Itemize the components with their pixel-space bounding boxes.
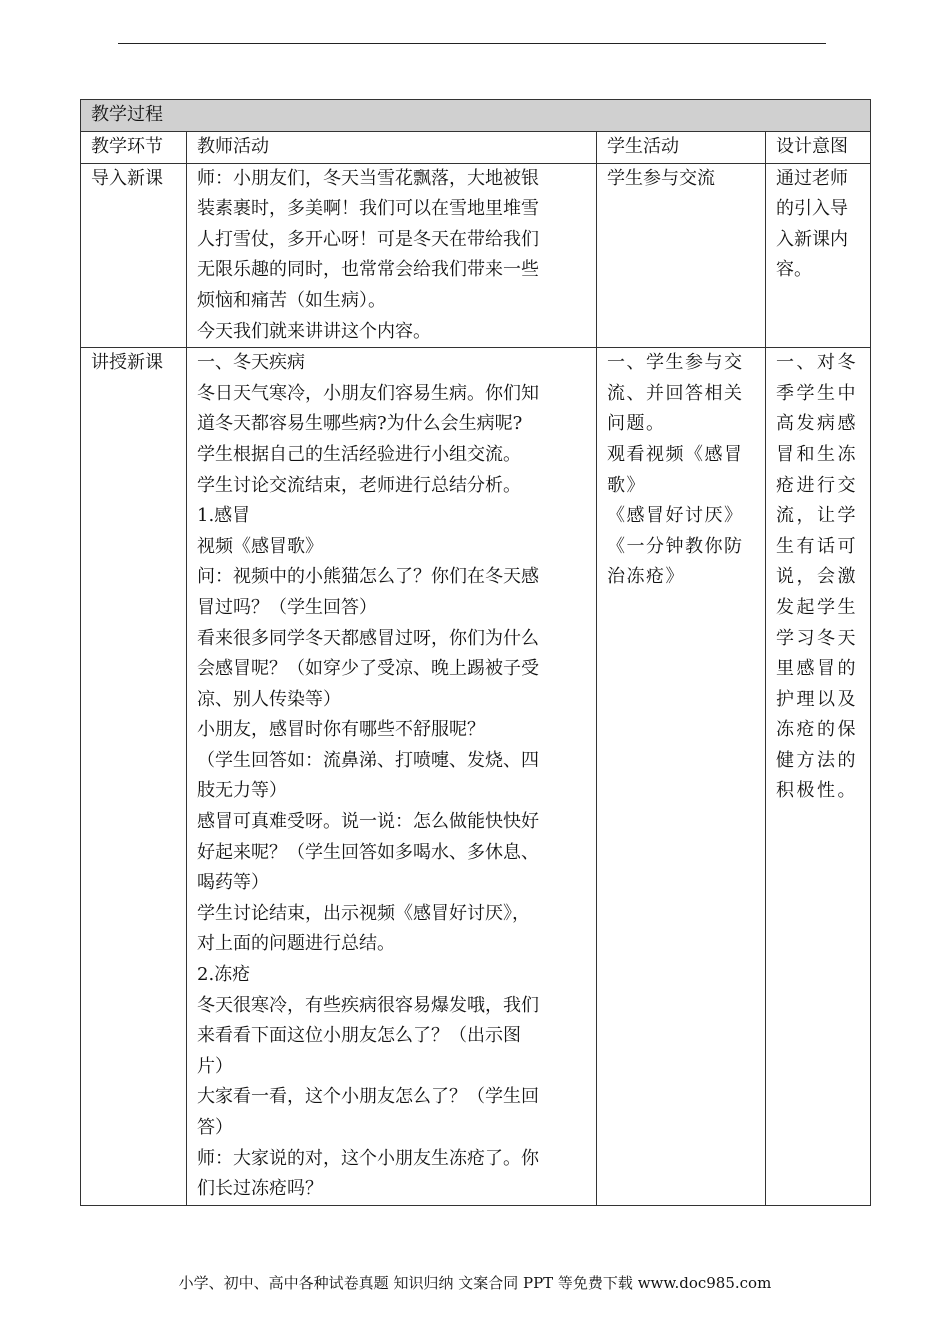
lesson-plan-table	[80, 99, 871, 1206]
text-line: 高发病感	[776, 413, 858, 435]
text-line: （学生回答如：流鼻涕、打喷嚏、发烧、四	[197, 749, 539, 771]
text-line: 治冻疮》	[607, 566, 685, 588]
text-line: 道冬天都容易生哪些病?为什么会生病呢?	[197, 413, 523, 435]
intro-stage: 导入新课	[81, 163, 187, 348]
header-student: 学生活动	[597, 132, 766, 164]
text-line: 无限乐趣的同时，也常常会给我们带来一些	[197, 259, 539, 281]
text-line: 学生参与交流	[607, 167, 715, 189]
header-teacher: 教师活动	[187, 132, 597, 164]
text-line: 喝药等）	[197, 872, 269, 894]
text-line: 1.感冒	[197, 505, 251, 527]
text-line: 凉、别人传染等）	[197, 688, 341, 710]
text-line: 积极性。	[776, 780, 858, 802]
text-line: 视频《感冒歌》	[197, 535, 323, 557]
text-line: 《一分钟教你防	[607, 535, 744, 557]
text-line: 装素裹时，多美啊！我们可以在雪地里堆雪	[197, 198, 539, 220]
teach-teacher-cell	[187, 348, 597, 1206]
text-line: 流，让学	[776, 505, 858, 527]
text-line: 学习冬天	[776, 627, 858, 649]
intro-teacher-cell	[187, 163, 597, 348]
text-line: 片）	[197, 1055, 233, 1077]
teach-student-cell	[597, 348, 766, 1206]
text-line: 来看看下面这位小朋友怎么了？（出示图	[197, 1025, 521, 1047]
teach-purpose-cell	[766, 348, 871, 1206]
text-line: 一、学生参与交	[607, 352, 744, 374]
intro-row	[81, 163, 871, 348]
text-line: 冬天很寒冷，有些疾病很容易爆发哦，我们	[197, 994, 539, 1016]
text-line: 学生讨论交流结束，老师进行总结分析。	[197, 474, 521, 496]
text-line: 流、并回答相关	[607, 382, 744, 404]
text-line: 问题。	[607, 413, 666, 435]
text-line: 冬日天气寒冷，小朋友们容易生病。你们知	[197, 382, 539, 404]
text-line: 里感冒的	[776, 658, 858, 680]
text-line: 小朋友，感冒时你有哪些不舒服呢？	[197, 719, 485, 741]
text-line: 一、对冬	[776, 352, 858, 374]
teach-row	[81, 348, 871, 1206]
header-purpose: 设计意图	[766, 132, 871, 164]
text-line: 对上面的问题进行总结。	[197, 933, 395, 955]
text-line: 答）	[197, 1117, 233, 1138]
text-line: 人打雪仗，多开心呀！可是冬天在带给我们	[197, 228, 539, 250]
text-line: 2.冻疮	[197, 964, 251, 986]
text-line: 一、冬天疾病	[197, 352, 305, 374]
header-stage: 教学环节	[81, 132, 187, 164]
text-line: 说，会激	[776, 566, 858, 588]
teach-stage: 讲授新课	[81, 348, 187, 1206]
header-rule	[118, 43, 826, 44]
text-line: 容。	[776, 259, 812, 281]
text-line: 季学生中	[776, 382, 858, 404]
text-line: 冒和生冻	[776, 443, 858, 465]
text-line: 们长过冻疮吗？	[197, 1178, 323, 1200]
text-line: 问：视频中的小熊猫怎么了？你们在冬天感	[197, 566, 539, 588]
text-line: 冒过吗？（学生回答）	[197, 596, 377, 618]
intro-student-cell	[597, 163, 766, 348]
text-line: 入新课内	[776, 228, 848, 250]
text-line: 肢无力等）	[197, 780, 287, 802]
section-title-row	[81, 100, 871, 132]
text-line: 师：大家说的对，这个小朋友生冻疮了。你	[197, 1147, 539, 1169]
text-line: 会感冒呢？（如穿少了受凉、晚上踢被子受	[197, 658, 539, 680]
text-line: 的引入导	[776, 198, 848, 220]
text-line: 今天我们就来讲讲这个内容。	[197, 320, 431, 342]
text-line: 大家看一看，这个小朋友怎么了？（学生回	[197, 1086, 539, 1108]
text-line: 发起学生	[776, 596, 858, 618]
text-line: 通过老师	[776, 167, 848, 189]
section-title: 教学过程	[81, 100, 871, 132]
text-line: 疮进行交	[776, 474, 858, 496]
text-line: 《感冒好讨厌》	[607, 505, 744, 527]
text-line: 烦恼和痛苦（如生病）。	[197, 289, 386, 311]
text-line: 感冒可真难受呀。说一说：怎么做能快快好	[197, 811, 539, 833]
header-row	[81, 132, 871, 164]
text-line: 歌》	[607, 474, 646, 496]
text-line: 看来很多同学冬天都感冒过呀，你们为什么	[197, 627, 539, 649]
text-line: 生有话可	[776, 535, 858, 557]
text-line: 冻疮的保	[776, 719, 858, 741]
intro-purpose-cell	[766, 163, 871, 348]
text-line: 师：小朋友们，冬天当雪花飘落，大地被银	[197, 167, 539, 189]
text-line: 学生根据自己的生活经验进行小组交流。	[197, 443, 521, 465]
text-line: 护理以及	[776, 688, 858, 710]
text-line: 好起来呢？（学生回答如多喝水、多休息、	[197, 841, 539, 863]
text-line: 健方法的	[776, 749, 858, 771]
text-line: 观看视频《感冒	[607, 443, 744, 465]
page-footer: 小学、初中、高中各种试卷真题 知识归纳 文案合同 PPT 等免费下载 www.doc985.com	[178, 1274, 772, 1292]
text-line: 学生讨论结束，出示视频《感冒好讨厌》，	[197, 902, 530, 924]
